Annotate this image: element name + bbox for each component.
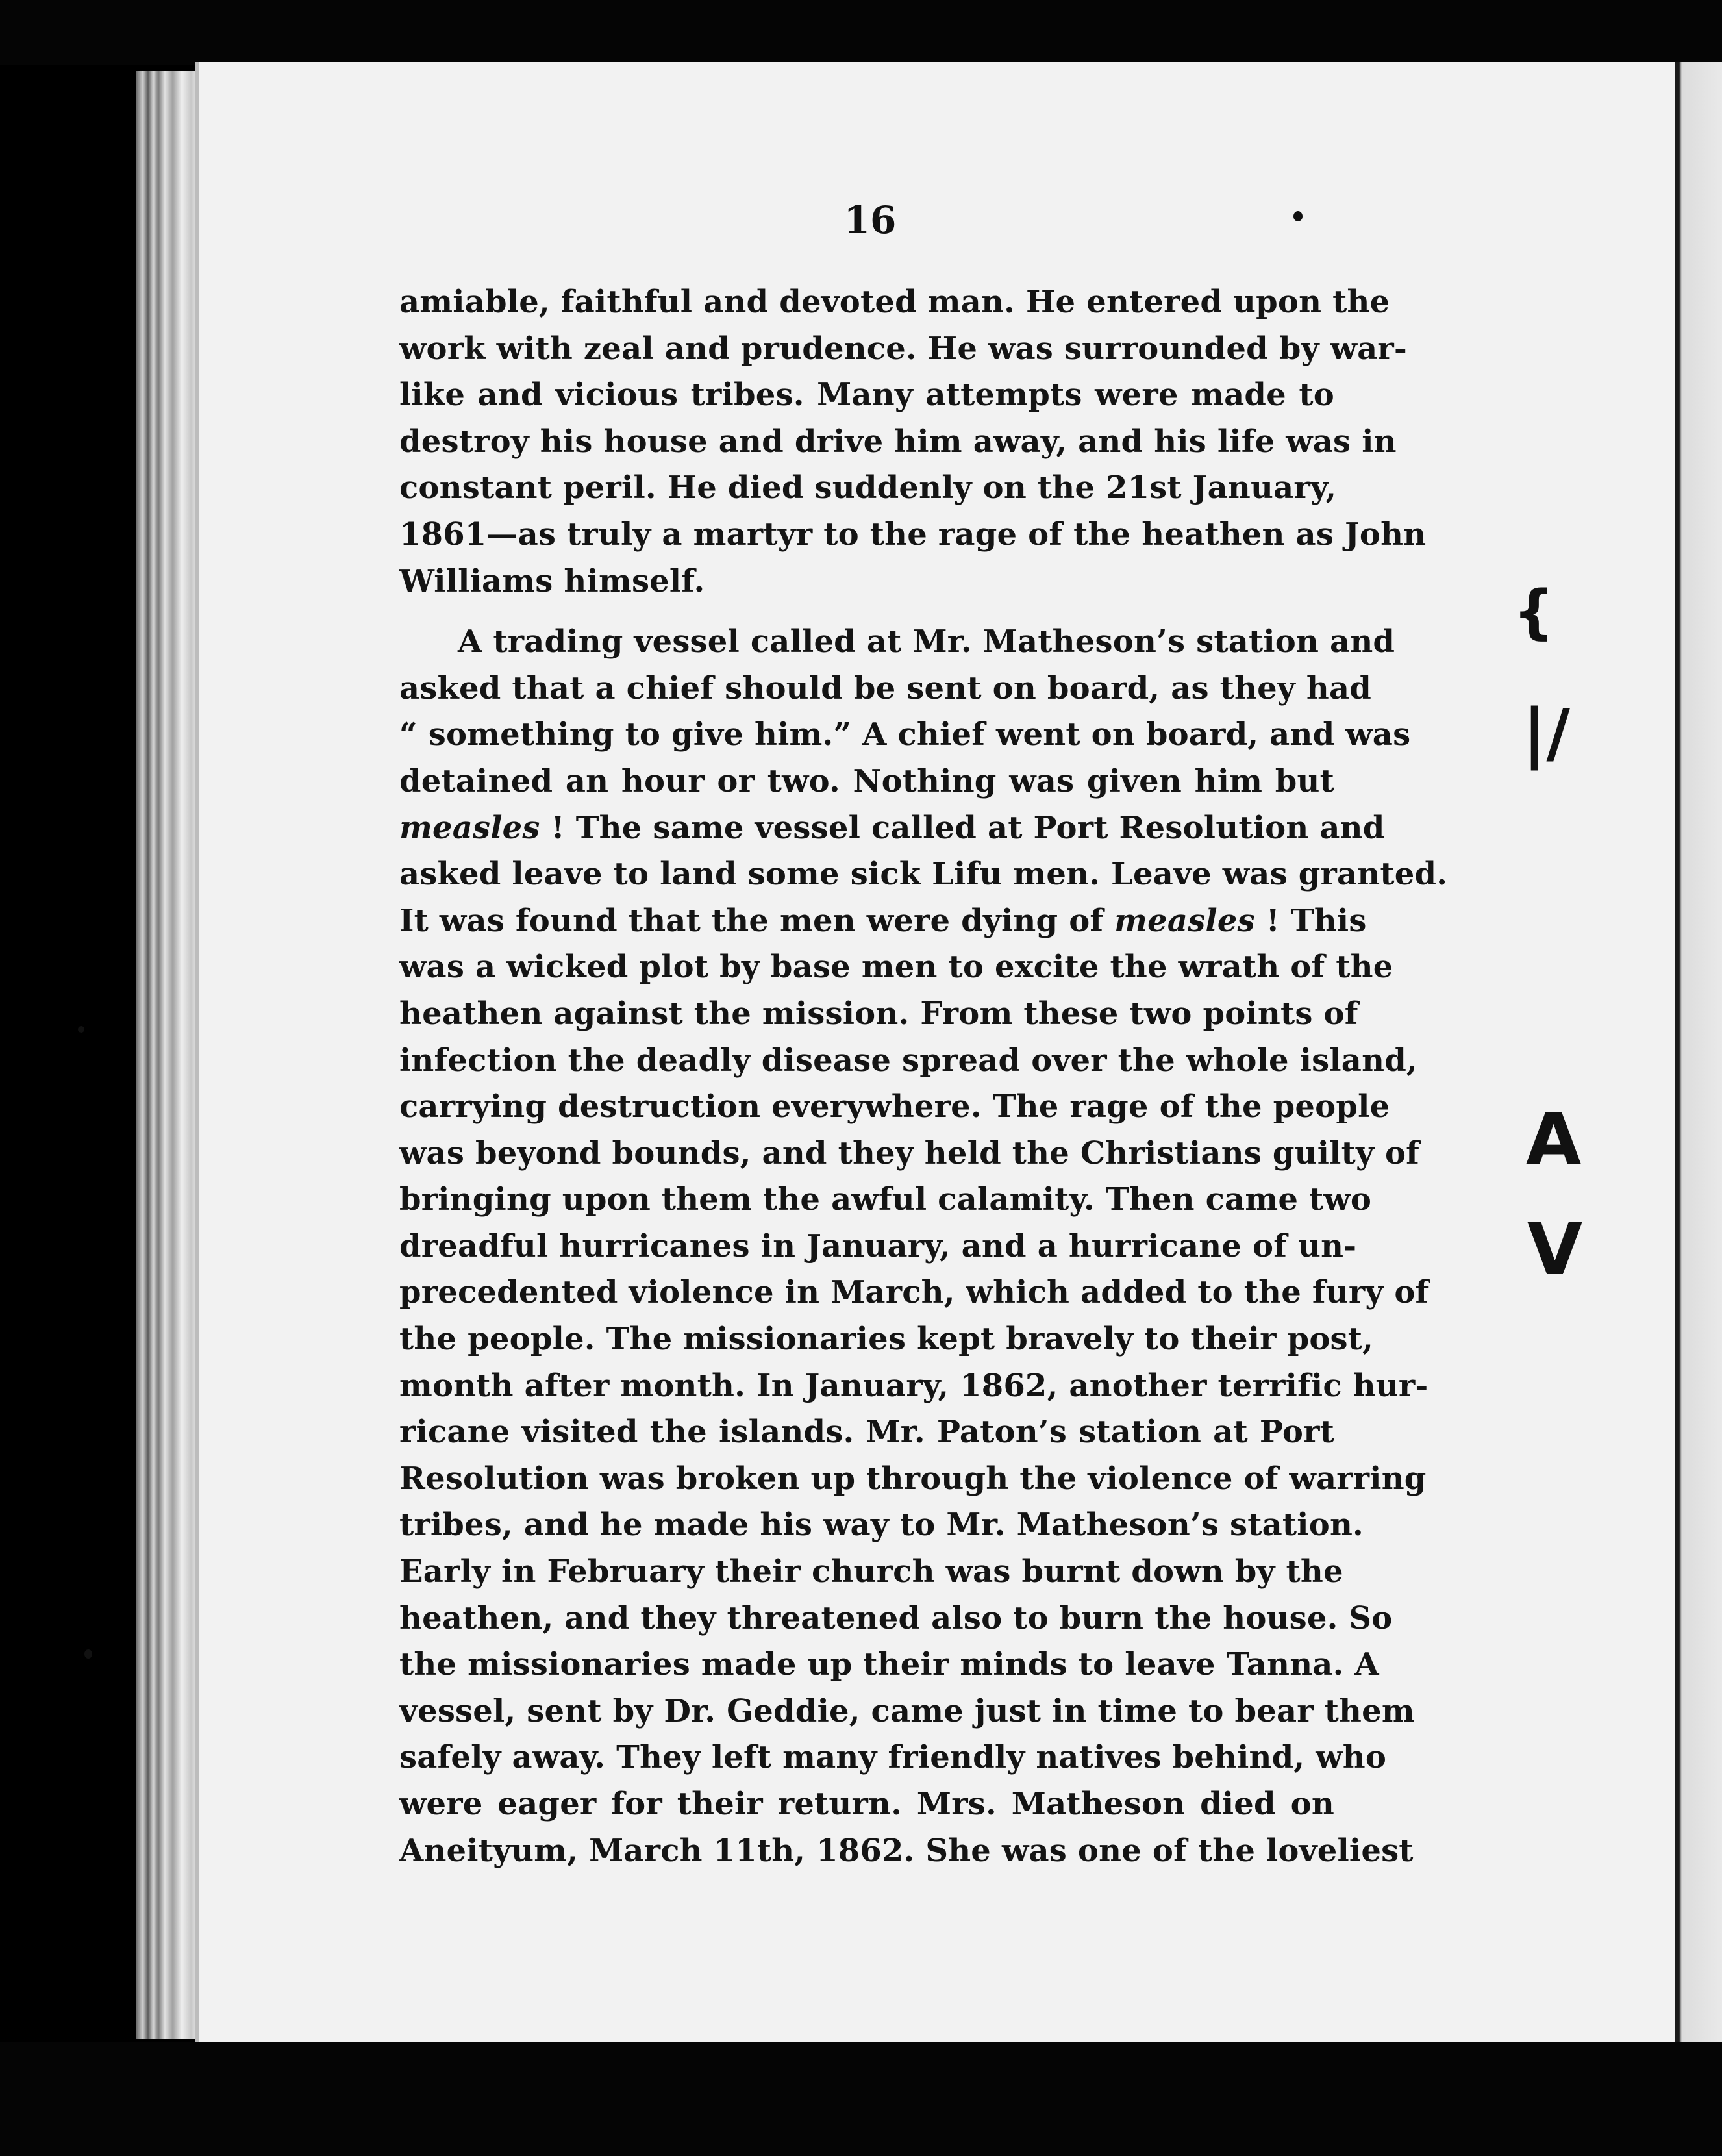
- text-line: Williams himself.: [399, 562, 705, 599]
- text-line: “ something to give him.” A chief went on board, and was: [399, 716, 1411, 753]
- text-line: asked leave to land some sick Lifu men. Leave was granted.: [399, 856, 1448, 893]
- scan-background-bottom: [0, 2042, 1722, 2156]
- text-line: A trading vessel called at Mr. Matheson’s station and: [458, 623, 1395, 660]
- body-text: [399, 279, 1448, 1874]
- text-line: the people. The missionaries kept bravely to their post,: [399, 1321, 1374, 1358]
- emphasis-text: measles: [1114, 902, 1255, 939]
- ink-speck: [78, 1026, 84, 1033]
- scan-background-top: [0, 0, 1722, 65]
- margin-mark: A: [1526, 1097, 1582, 1181]
- text-line: safely away. They left many friendly natives behind, who: [399, 1739, 1387, 1776]
- text-line: dreadful hurricanes in January, and a hurricane of un-: [399, 1227, 1357, 1264]
- text-line: tribes, and he made his way to Mr. Matheson’s station.: [399, 1507, 1364, 1544]
- text-line: constant peril. He died suddenly on the 21st January,: [399, 470, 1337, 507]
- text-line: measles ! The same vessel called at Port Resolution and: [399, 809, 1385, 846]
- facing-page-edge: [1675, 62, 1722, 2042]
- text-line: was a wicked plot by base men to excite the wrath of the: [399, 949, 1393, 986]
- paragraph: [399, 619, 1448, 1874]
- text-line: month after month. In January, 1862, another terrific hur-: [399, 1367, 1429, 1404]
- text-line: work with zeal and prudence. He was surrounded by war-: [399, 330, 1408, 367]
- text-line: It was found that the men were dying of measles ! This: [399, 902, 1367, 939]
- page-number: 16: [843, 198, 897, 242]
- margin-mark: |/: [1523, 695, 1571, 771]
- ink-speck: [84, 1649, 92, 1659]
- ink-speck: [1293, 211, 1303, 221]
- text-line: heathen against the mission. From these two points of: [399, 995, 1358, 1032]
- text-line: the missionaries made up their minds to leave Tanna. A: [399, 1646, 1379, 1683]
- paragraph-gap: [399, 605, 1334, 619]
- margin-mark: V: [1527, 1208, 1583, 1291]
- text-line: infection the deadly disease spread over the whole island,: [399, 1042, 1417, 1079]
- text-line: ricane visited the islands. Mr. Paton’s station at Port: [399, 1414, 1334, 1451]
- text-line: bringing upon them the awful calamity. Then came two: [399, 1181, 1372, 1218]
- text-line: Resolution was broken up through the violence of warring: [399, 1460, 1427, 1497]
- book-spine: [136, 71, 201, 2039]
- text-line: heathen, and they threatened also to burn the house. So: [399, 1599, 1393, 1636]
- text-line: asked that a chief should be sent on board, as they had: [399, 670, 1372, 707]
- emphasis-text: measles: [399, 809, 540, 846]
- text-line: were eager for their return. Mrs. Matheson died on: [399, 1786, 1334, 1822]
- margin-mark: {: [1513, 578, 1555, 646]
- text-line: precedented violence in March, which added to the fury of: [399, 1274, 1429, 1311]
- text-line: was beyond bounds, and they held the Christians guilty of: [399, 1134, 1420, 1172]
- text-line: Early in February their church was burnt down by the: [399, 1553, 1343, 1590]
- text-line: carrying destruction everywhere. The rage of the people: [399, 1088, 1390, 1125]
- text-line: amiable, faithful and devoted man. He entered upon the: [399, 284, 1390, 320]
- text-line: like and vicious tribes. Many attempts were made to: [399, 377, 1334, 414]
- text-line: 1861—as truly a martyr to the rage of the heathen as John: [399, 516, 1427, 553]
- text-line: Aneityum, March 11th, 1862. She was one of the loveliest: [399, 1832, 1414, 1869]
- paragraph: [399, 279, 1427, 605]
- text-line: detained an hour or two. Nothing was given him but: [399, 762, 1334, 799]
- text-line: destroy his house and drive him away, and his life was in: [399, 423, 1397, 460]
- text-line: vessel, sent by Dr. Geddie, came just in time to bear them: [399, 1692, 1415, 1729]
